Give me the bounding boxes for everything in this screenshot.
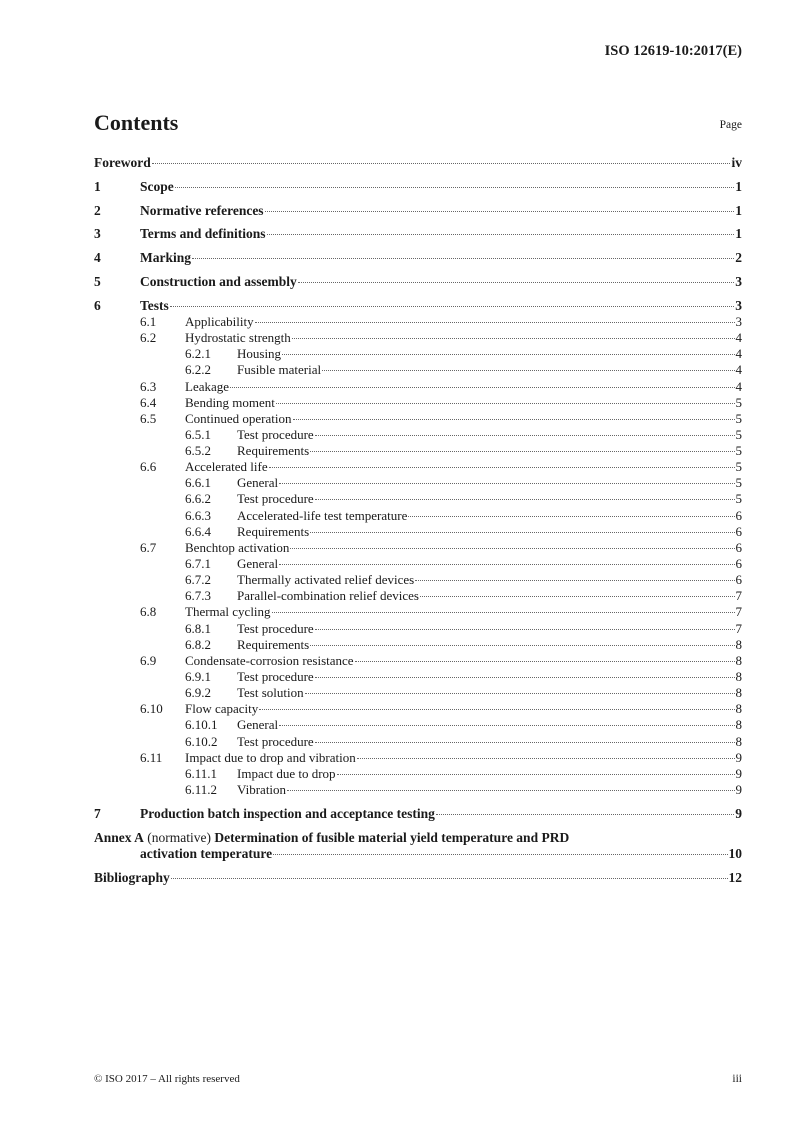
entry-title: Accelerated life	[185, 459, 268, 475]
toc-annex-a[interactable]	[94, 830, 742, 846]
dot-leader	[152, 163, 731, 164]
entry-title: Foreword	[94, 155, 151, 170]
dot-leader	[420, 596, 735, 597]
entry-title: Marking	[140, 250, 192, 266]
toc-entry-6.6.4[interactable]	[185, 524, 742, 540]
section-number: 6.8.2	[185, 636, 211, 652]
dot-leader	[230, 387, 734, 388]
dot-leader	[192, 258, 734, 259]
section-number: 6.6.3	[185, 507, 211, 523]
page-number: 6	[735, 572, 742, 588]
page-number: 3	[735, 297, 742, 313]
toc-entry-6.6[interactable]	[140, 459, 742, 475]
entry-title: General	[237, 717, 279, 733]
entry-title: General	[237, 556, 279, 572]
toc-entry-6.6.3[interactable]	[185, 508, 742, 524]
entry-title: Fusible material	[237, 362, 322, 378]
page-number: 12	[728, 870, 742, 885]
toc-entry-6.5.2[interactable]	[185, 443, 742, 459]
page-number: 6	[735, 539, 742, 555]
section-number: 6.10.2	[185, 733, 218, 749]
page-number: 8	[735, 652, 742, 668]
section-number: 6.11	[140, 749, 163, 765]
copyright-notice: © ISO 2017 – All rights reserved	[94, 1073, 240, 1085]
toc-entry-6.7[interactable]	[140, 540, 742, 556]
section-number: 5	[94, 274, 101, 289]
page-number: 4	[735, 330, 742, 346]
page-number: 5	[735, 475, 742, 491]
section-number: 6.8.1	[185, 620, 211, 636]
toc-entry-6.2.1[interactable]	[185, 346, 742, 362]
section-number: 6.2	[140, 330, 157, 346]
toc-entry-6.5[interactable]	[140, 411, 742, 427]
page-number: 7	[735, 588, 742, 604]
section-number: 6.2.1	[185, 346, 211, 362]
dot-leader	[269, 467, 735, 468]
annex-label: Annex A	[94, 830, 144, 845]
section-number: 6.8	[140, 604, 157, 620]
dot-leader	[310, 451, 734, 452]
dot-leader	[292, 338, 735, 339]
toc-entry-6.6.1[interactable]	[185, 475, 742, 491]
toc-entry-6[interactable]	[94, 298, 742, 314]
dot-leader	[279, 483, 734, 484]
section-number: 6.4	[140, 394, 157, 410]
entry-title: Test procedure	[237, 426, 314, 442]
dot-leader	[357, 758, 735, 759]
page-number: 9	[735, 765, 742, 781]
page-number: 1	[735, 178, 742, 194]
entry-title: Parallel-combination relief devices	[237, 588, 419, 604]
entry-title: Scope	[140, 178, 174, 194]
annex-title-line1: Determination of fusible material yield temperature and PRD	[214, 830, 570, 845]
entry-title: Test procedure	[237, 733, 314, 749]
section-number: 1	[94, 178, 101, 194]
section-number: 6.5.1	[185, 426, 211, 442]
entry-title: Normative references	[140, 202, 264, 218]
page-number: 5	[735, 491, 742, 507]
dot-leader	[293, 419, 735, 420]
section-number: 6.9.1	[185, 669, 211, 685]
dot-leader	[267, 234, 735, 235]
section-number: 6.1	[140, 313, 157, 329]
page-number: 5	[735, 426, 742, 442]
entry-title: Flow capacity	[185, 701, 259, 717]
toc-entry-6.7.2[interactable]	[185, 572, 742, 588]
entry-title: Applicability	[185, 313, 254, 329]
toc-entry-2[interactable]	[94, 203, 742, 219]
entry-title: Test solution	[237, 685, 304, 701]
dot-leader	[265, 211, 735, 212]
dot-leader	[170, 306, 734, 307]
page-number: 4	[735, 378, 742, 394]
entry-title: Production batch inspection and acceptance testing	[140, 806, 435, 821]
dot-leader	[315, 742, 735, 743]
section-number: 7	[94, 806, 101, 821]
entry-title: Requirements	[237, 523, 310, 539]
section-number: 6.11.1	[185, 765, 218, 781]
toc-entry-5[interactable]	[94, 274, 742, 290]
page-number: 5	[735, 459, 742, 475]
section-number: 4	[94, 250, 101, 266]
section-number: 6.6.1	[185, 475, 211, 491]
toc-entry-6.10.1[interactable]	[185, 717, 742, 733]
page-number: 6	[735, 523, 742, 539]
page-number: 9	[735, 782, 742, 797]
dot-leader	[436, 814, 734, 815]
page-number: 8	[735, 701, 742, 717]
entry-title: Test procedure	[237, 491, 314, 507]
dot-leader	[175, 187, 735, 188]
section-number: 2	[94, 202, 101, 218]
toc-entry-6.6.2[interactable]	[185, 491, 742, 507]
entry-title: General	[237, 475, 279, 491]
dot-leader	[337, 774, 735, 775]
dot-leader	[279, 725, 734, 726]
section-number: 6.5	[140, 410, 157, 426]
entry-title: Impact due to drop and vibration	[185, 749, 356, 765]
entry-title: Construction and assembly	[140, 274, 297, 289]
toc-entry-6.5.1[interactable]	[185, 427, 742, 443]
section-number: 6.10	[140, 701, 163, 717]
dot-leader	[171, 878, 728, 879]
entry-title: Test procedure	[237, 669, 314, 685]
entry-title: Condensate-corrosion resistance	[185, 652, 354, 668]
dot-leader	[259, 709, 734, 710]
toc-bibliography[interactable]	[94, 870, 742, 886]
page-number: 7	[735, 604, 742, 620]
entry-title: Thermal cycling	[185, 604, 271, 620]
entry-title: Accelerated-life test temperature	[237, 507, 408, 523]
toc-entry-6.10.2[interactable]	[185, 734, 742, 750]
page-number: 4	[735, 346, 742, 362]
entry-title: Thermally activated relief devices	[237, 572, 415, 588]
dot-leader	[255, 322, 735, 323]
page-number: 5	[735, 443, 742, 459]
toc-entry-1[interactable]	[94, 179, 742, 195]
entry-title: Requirements	[237, 636, 310, 652]
entry-title: Vibration	[237, 782, 287, 797]
page-number: 8	[735, 669, 742, 685]
page-number: 2	[735, 250, 742, 266]
toc-entry-6.8.1[interactable]	[185, 621, 742, 637]
section-number: 6	[94, 297, 101, 313]
section-number: 6.3	[140, 378, 157, 394]
dot-leader	[276, 403, 735, 404]
section-number: 6.6.2	[185, 491, 211, 507]
page-number: 10	[728, 846, 742, 861]
toc-entry-6.11[interactable]	[140, 750, 742, 766]
entry-title: Bending moment	[185, 394, 275, 410]
section-number: 6.5.2	[185, 443, 211, 459]
page-number: 7	[735, 620, 742, 636]
dot-leader	[273, 854, 727, 855]
annex-qualifier: (normative)	[147, 830, 211, 845]
dot-leader	[315, 499, 735, 500]
page-number: 8	[735, 733, 742, 749]
entry-title: Bibliography	[94, 870, 170, 885]
dot-leader	[282, 354, 734, 355]
dot-leader	[272, 612, 735, 613]
dot-leader	[315, 435, 735, 436]
page-number: 6	[735, 507, 742, 523]
section-number: 3	[94, 226, 101, 242]
page-number: 3	[735, 313, 742, 329]
page-number: iv	[731, 155, 742, 170]
section-number: 6.6	[140, 459, 157, 475]
toc-entry-6.9.1[interactable]	[185, 669, 742, 685]
toc-entry-7[interactable]	[94, 806, 742, 822]
dot-leader	[287, 790, 734, 791]
section-number: 6.6.4	[185, 523, 211, 539]
toc-entry-6.8.2[interactable]	[185, 637, 742, 653]
entry-title: Leakage	[185, 378, 230, 394]
dot-leader	[279, 564, 734, 565]
toc-entry-6.4[interactable]	[140, 395, 742, 411]
entry-title: Requirements	[237, 443, 310, 459]
dot-leader	[310, 645, 734, 646]
toc-entry-4[interactable]	[94, 250, 742, 266]
dot-leader	[305, 693, 735, 694]
annex-title-line2: activation temperature	[140, 846, 273, 861]
section-number: 6.7.1	[185, 556, 211, 572]
page-number: 1	[735, 202, 742, 218]
page-number-footer: iii	[732, 1073, 742, 1085]
section-number: 6.9	[140, 652, 157, 668]
page-number: 9	[735, 806, 742, 821]
entry-title: Tests	[140, 297, 169, 313]
page-number: 8	[735, 717, 742, 733]
toc-entry-6.9.2[interactable]	[185, 685, 742, 701]
dot-leader	[408, 516, 734, 517]
toc-entry-6.2.2[interactable]	[185, 362, 742, 378]
section-number: 6.7	[140, 539, 157, 555]
toc-entry-foreword[interactable]	[94, 155, 742, 171]
section-number: 6.7.2	[185, 572, 211, 588]
entry-title: Hydrostatic strength	[185, 330, 291, 346]
entry-title: Test procedure	[237, 620, 314, 636]
section-number: 6.10.1	[185, 717, 218, 733]
page-number: 9	[735, 749, 742, 765]
dot-leader	[415, 580, 734, 581]
toc-entry-6.7.1[interactable]	[185, 556, 742, 572]
section-number: 6.9.2	[185, 685, 211, 701]
entry-title: Terms and definitions	[140, 226, 266, 242]
toc-annex-a-continued[interactable]	[140, 846, 742, 862]
page-number: 8	[735, 636, 742, 652]
toc-entry-6.2[interactable]	[140, 330, 742, 346]
dot-leader	[315, 677, 735, 678]
page-title: Contents	[94, 110, 179, 135]
toc-entry-6.3[interactable]	[140, 379, 742, 395]
page-number: 1	[735, 226, 742, 242]
dot-leader	[290, 548, 734, 549]
toc-entry-6.1[interactable]	[140, 314, 742, 330]
toc-entry-6.7.3[interactable]	[185, 588, 742, 604]
page-column-label: Page	[719, 119, 742, 131]
dot-leader	[310, 532, 734, 533]
entry-title: Continued operation	[185, 410, 292, 426]
dot-leader	[298, 282, 734, 283]
section-number: 6.2.2	[185, 362, 211, 378]
entry-title: Housing	[237, 346, 282, 362]
toc-entry-6.9[interactable]	[140, 653, 742, 669]
page-number: 5	[735, 394, 742, 410]
toc-entry-6.11.2[interactable]	[185, 782, 742, 798]
toc-entry-6.10[interactable]	[140, 701, 742, 717]
dot-leader	[355, 661, 735, 662]
page-number: 6	[735, 556, 742, 572]
page-number: 3	[735, 274, 742, 289]
page-number: 5	[735, 410, 742, 426]
toc-entry-6.8[interactable]	[140, 604, 742, 620]
toc-entry-6.11.1[interactable]	[185, 766, 742, 782]
section-number: 6.11.2	[185, 782, 218, 797]
page-number: 4	[735, 362, 742, 378]
document-id: ISO 12619-10:2017(E)	[604, 43, 742, 59]
entry-title: Benchtop activation	[185, 539, 290, 555]
toc-entry-3[interactable]	[94, 226, 742, 242]
section-number: 6.7.3	[185, 588, 211, 604]
entry-title: Impact due to drop	[237, 765, 336, 781]
page-number: 8	[735, 685, 742, 701]
dot-leader	[322, 370, 734, 371]
dot-leader	[315, 629, 735, 630]
